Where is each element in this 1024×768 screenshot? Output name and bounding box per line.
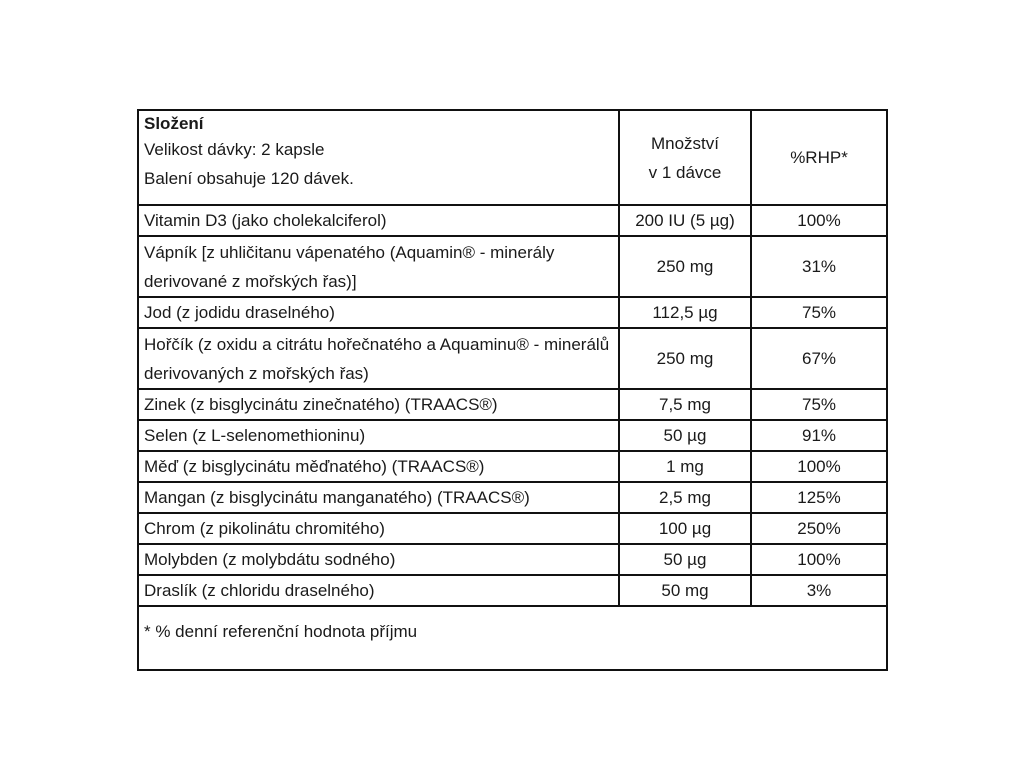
- footnote: * % denní referenční hodnota příjmu: [138, 606, 887, 670]
- ingredient-amount: 100 µg: [619, 513, 751, 544]
- ingredient-amount: 2,5 mg: [619, 482, 751, 513]
- ingredient-amount: 50 µg: [619, 420, 751, 451]
- ingredient-name: Měď (z bisglycinátu měďnatého) (TRAACS®): [138, 451, 619, 482]
- ingredient-name: Selen (z L-selenomethioninu): [138, 420, 619, 451]
- table-row: [138, 205, 887, 236]
- ingredient-name: Jod (z jodidu draselného): [138, 297, 619, 328]
- ingredient-name: Zinek (z bisglycinátu zinečnatého) (TRAACS®): [138, 389, 619, 420]
- ingredient-amount: 50 mg: [619, 575, 751, 606]
- ingredient-amount: 7,5 mg: [619, 389, 751, 420]
- ingredient-rhp: 3%: [751, 575, 887, 606]
- header-amount-cell: [619, 110, 751, 205]
- ingredient-rhp: 100%: [751, 451, 887, 482]
- ingredient-rhp: 250%: [751, 513, 887, 544]
- header-composition-cell: [138, 110, 619, 205]
- ingredient-name: Vápník [z uhličitanu vápenatého (Aquamin® - minerály derivované z mořských řas)]: [138, 236, 619, 297]
- table-row: [138, 297, 887, 328]
- ingredient-rhp: 75%: [751, 389, 887, 420]
- ingredient-name: Draslík (z chloridu draselného): [138, 575, 619, 606]
- ingredient-name: Hořčík (z oxidu a citrátu hořečnatého a Aquaminu® - minerálů derivovaných z mořských řas): [138, 328, 619, 389]
- ingredient-rhp: 31%: [751, 236, 887, 297]
- ingredient-amount: 200 IU (5 µg): [619, 205, 751, 236]
- composition-table: [137, 109, 888, 671]
- ingredient-rhp: 100%: [751, 205, 887, 236]
- ingredient-amount: 112,5 µg: [619, 297, 751, 328]
- ingredient-rhp: 91%: [751, 420, 887, 451]
- table-row: [138, 513, 887, 544]
- table-row: [138, 236, 887, 297]
- ingredient-name: Mangan (z bisglycinátu manganatého) (TRAACS®): [138, 482, 619, 513]
- ingredient-rhp: 67%: [751, 328, 887, 389]
- table-row: [138, 482, 887, 513]
- table-row: [138, 389, 887, 420]
- ingredient-amount: 250 mg: [619, 236, 751, 297]
- table-row: [138, 451, 887, 482]
- header-amount-line1: Množství: [650, 133, 720, 153]
- package-count-text: Balení obsahuje 120 dávek.: [144, 169, 354, 188]
- ingredient-name: Vitamin D3 (jako cholekalciferol): [138, 205, 619, 236]
- ingredient-name: Molybden (z molybdátu sodného): [138, 544, 619, 575]
- composition-title: Složení: [144, 114, 204, 133]
- ingredient-rhp: 75%: [751, 297, 887, 328]
- table-row: [138, 544, 887, 575]
- header-amount-line2: v 1 dávce: [648, 162, 722, 182]
- serving-size-text: Velikost dávky: 2 kapsle: [144, 140, 325, 159]
- table-row: [138, 420, 887, 451]
- ingredient-rhp: 100%: [751, 544, 887, 575]
- ingredient-rhp: 125%: [751, 482, 887, 513]
- ingredient-amount: 250 mg: [619, 328, 751, 389]
- ingredient-amount: 50 µg: [619, 544, 751, 575]
- ingredient-name: Chrom (z pikolinátu chromitého): [138, 513, 619, 544]
- table-row: [138, 328, 887, 389]
- header-rhp-cell: %RHP*: [751, 110, 887, 205]
- ingredient-amount: 1 mg: [619, 451, 751, 482]
- footnote-row: [138, 606, 887, 670]
- table-row: [138, 575, 887, 606]
- table-header-row: [138, 110, 887, 205]
